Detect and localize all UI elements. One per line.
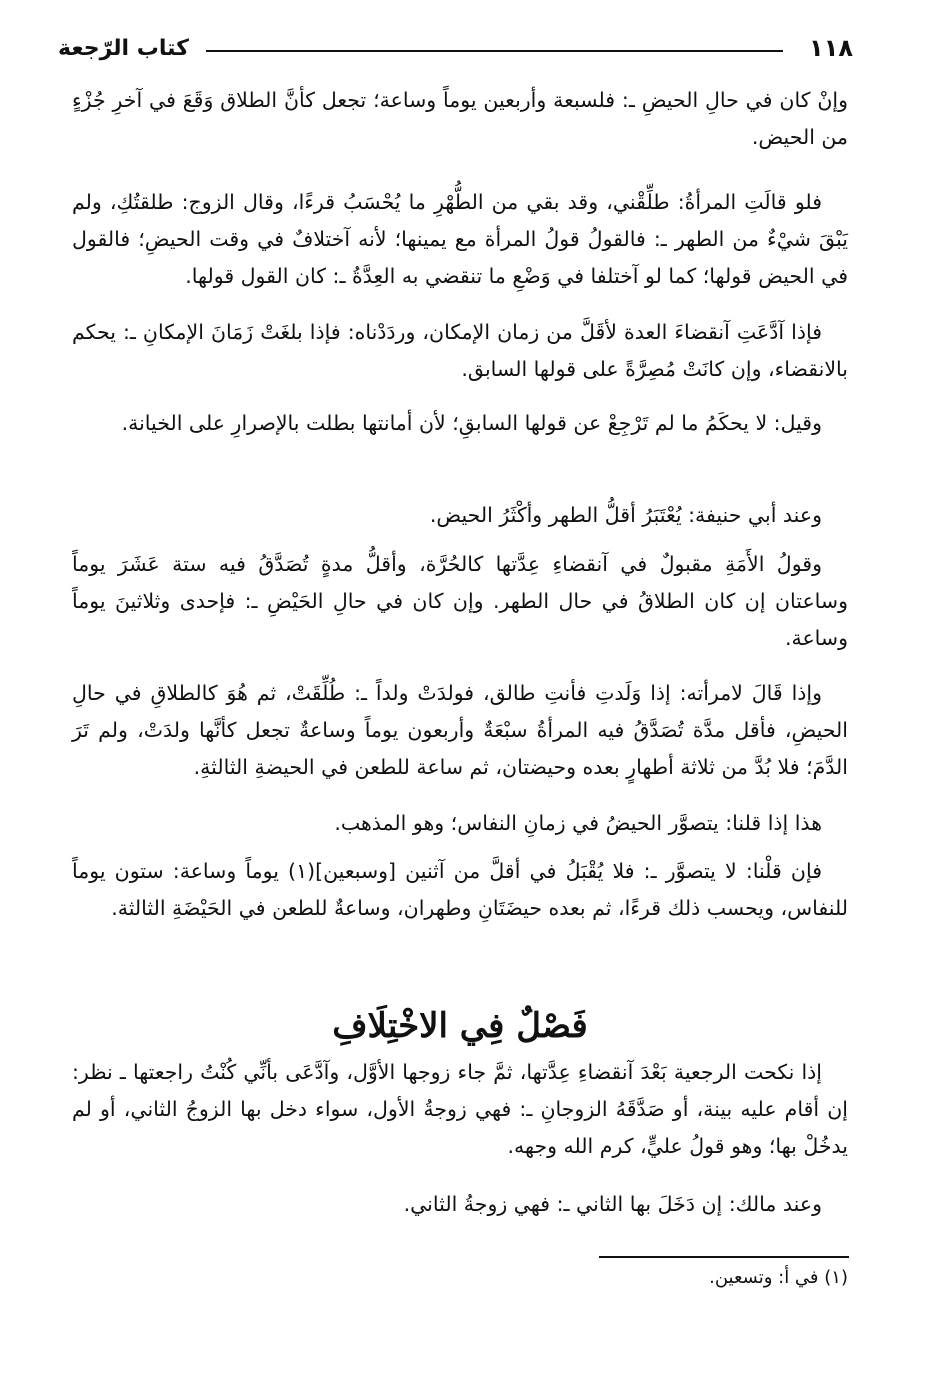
running-title: كتاب الرّجعة — [58, 36, 189, 61]
paragraph-11: وعند مالك: إن دَخَلَ بها الثاني ـ: فهي زوجةُ الثاني. — [403, 1192, 822, 1216]
section-title: فَصْلٌ فِي الاخْتِلَافِ — [332, 1006, 588, 1046]
paragraph-4: وقيل: لا يحكَمُ ما لم تَرْجِعْ عن قولها السابقِ؛ لأن أمانتها بطلت بالإصرارِ على الخيانة. — [121, 411, 822, 435]
paragraph-9: فإن قلْنا: لا يتصوَّر ـ: فلا يُقْبَلُ في أقلَّ من آثنين [وسبعين](١) يوماً وساعة: ستون يوماً للنفاس، ويحسب ذلك قرءًا، ثم بعده حيضَتَانِ وطهران، وساعةٌ للطعن في الحَيْضَةِ الثالثة. — [72, 859, 848, 920]
header-rule — [206, 50, 783, 52]
paragraph-8: هذا إذا قلنا: يتصوَّر الحيضُ في زمانِ النفاس؛ وهو المذهب. — [334, 811, 822, 835]
paragraph-6: وقولُ الأَمَةِ مقبولٌ في آنقضاءِ عِدَّتها كالحُرَّة، وأقلُّ مدةٍ تُصَدَّقُ فيه ستة عَشَرَ يوماً وساعتان إن كان الطلاقُ في حال الطهر. وإن كان في حالِ الحَيْضِ ـ: فإحدى وثلاثينَ يوماً وساعة. — [72, 552, 848, 650]
footnote: (١) في أ: وتسعين. — [709, 1267, 848, 1288]
paragraph-5: وعند أبي حنيفة: يُعْتَبَرُ أقلُّ الطهر وأكْثَرُ الحيض. — [429, 503, 822, 527]
paragraph-10: إذا نكحت الرجعية بَعْدَ آنقضاءِ عِدَّتها، ثمَّ جاء زوجها الأوَّل، وآدَّعَى بأنِّي كُنْتُ راجعتها ـ نظر: إن أقام عليه بينة، أو صَدَّقَهُ الزوجانِ ـ: فهي زوجةُ الأول، سواء دخل بها الزوجُ الثاني، أو لم يدخُلْ بها؛ وهو قولُ عليٍّ، كرم الله وجهه. — [72, 1060, 848, 1158]
page-header — [58, 34, 853, 64]
footnote-rule — [599, 1256, 849, 1258]
paragraph-1: وإنْ كان في حالِ الحيضِ ـ: فلسبعة وأربعين يوماً وساعة؛ تجعل كأنَّ الطلاق وَقَعَ في آخرِ جُزْءٍ من الحيض. — [72, 88, 848, 149]
paragraph-3: فإذا آدَّعَتِ آنقضاءَ العدة لأقَلَّ من زمان الإمكان، وردَدْناه: فإذا بلغَتْ زَمَانَ الإمكانِ ـ: يحكم بالانقضاء، وإن كانَتْ مُصِرَّةً على قولها السابق. — [72, 320, 848, 381]
page-number: ١١٨ — [809, 34, 853, 62]
paragraph-7: وإذا قَالَ لامرأته: إذا وَلَدتِ فأنتِ طالق، فولدَتْ ولداً ـ: طُلِّقَتْ، ثم هُوَ كالطلاقِ في حالِ الحيضِ، فأقل مدَّة تُصَدَّقُ فيه المرأةُ سبْعَةٌ وأربعون يوماً وساعةٌ تجعل كأنَّها ولدَتْ، ولم تَرَ الدَّمَ؛ فلا بُدَّ من ثلاثة أطهارٍ بعده وحيضتان، ثم ساعة للطعن في الحيضةِ الثالثةِ. — [72, 681, 848, 779]
paragraph-2: فلو قالَتِ المرأةُ: طلِّقْني، وقد بقي من الطُّهْرِ ما يُحْسَبُ قرءًا، وقال الزوج: طلقتُكِ، ولم يَبْقَ شيْءٌ من الطهر ـ: فالقولُ قولُ المرأة مع يمينها؛ لأنه آختلافٌ في وقت الحيضِ؛ فالقول في الحيض قولها؛ كما لو آختلفا في وَضْعِ ما تنقضي به العِدَّةُ ـ: كان القول قولها. — [72, 190, 848, 288]
